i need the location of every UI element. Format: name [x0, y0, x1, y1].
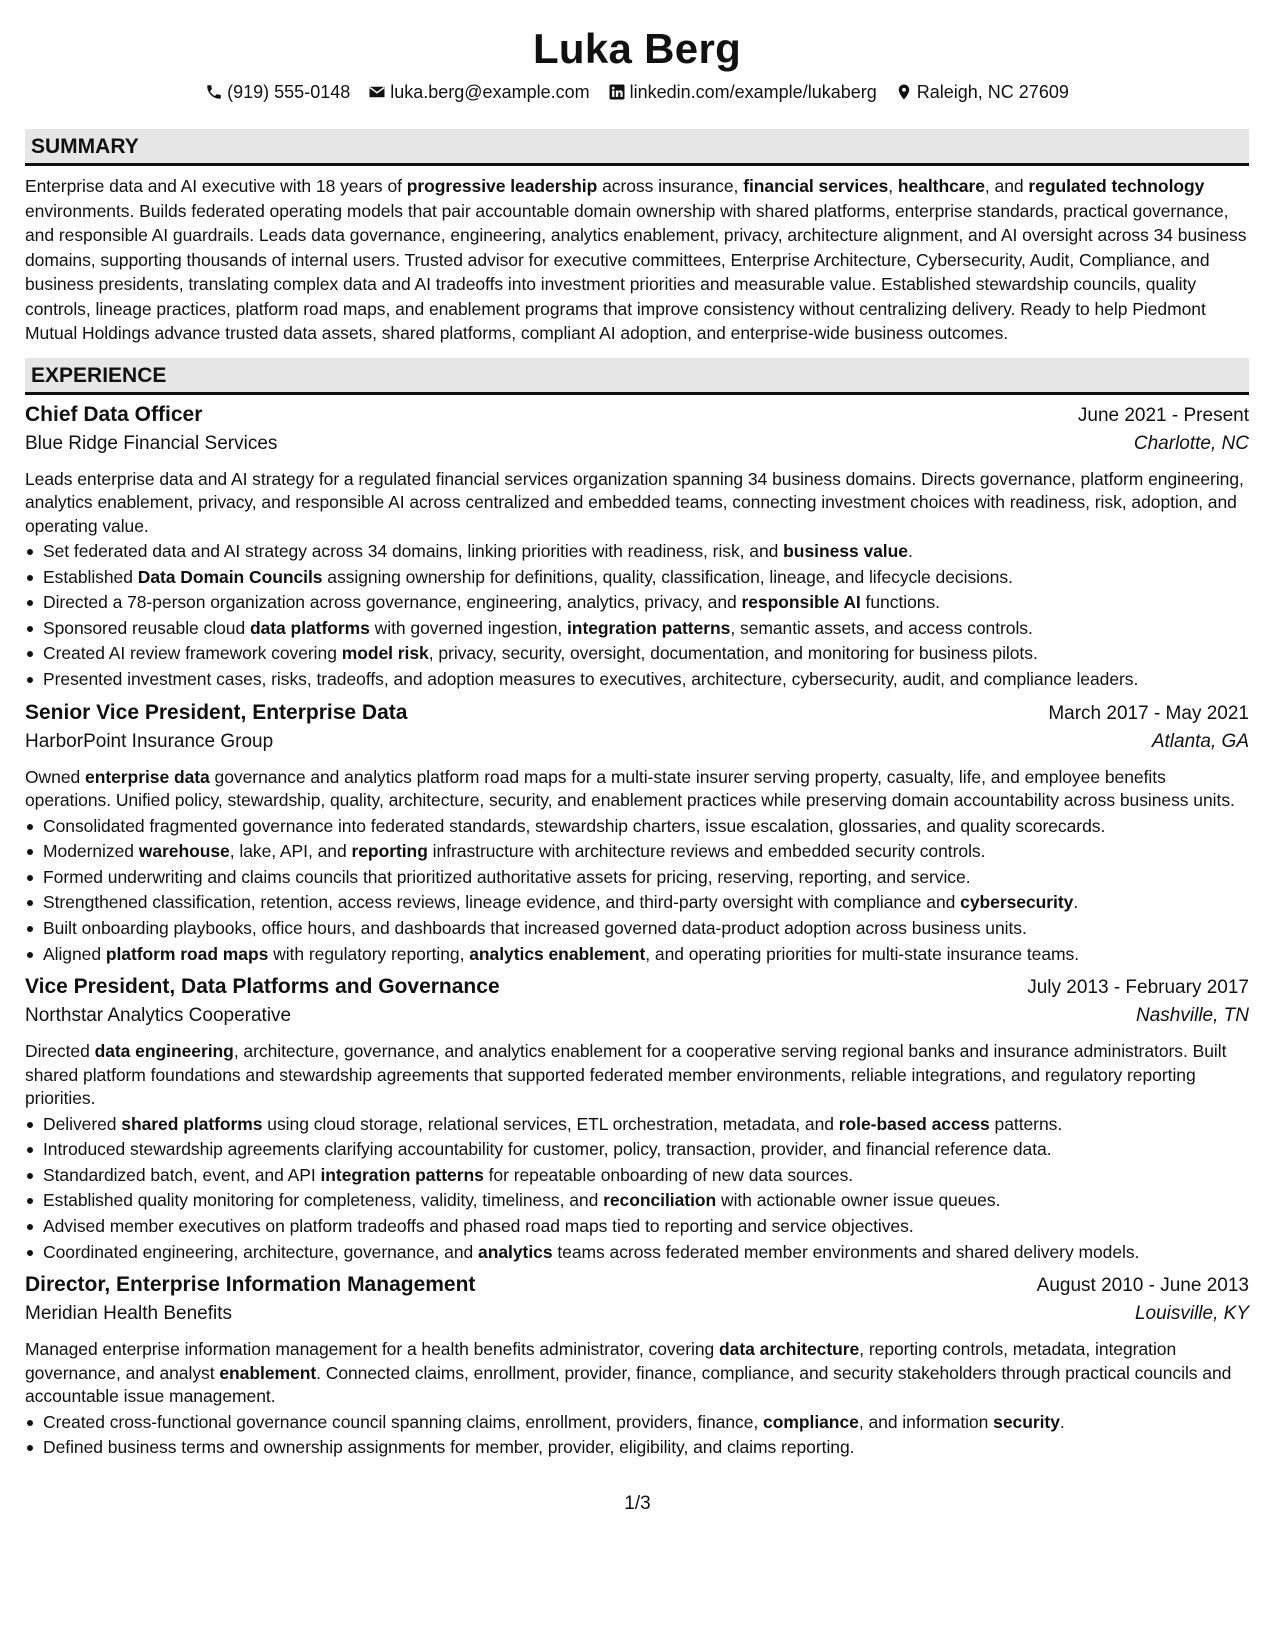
- summary-text: [25, 174, 1249, 346]
- body-text: , and: [984, 176, 1029, 196]
- body-text: governance and analytics platform road maps for a multi-state insurer serving property, casualty, life, and employee benefits operations. Unified policy, stewardship, quality, architecture, security, and enablement practices while preserving domain accountability across business units.: [25, 766, 1235, 811]
- emphasis-text: cybersecurity: [960, 892, 1074, 913]
- body-text: Built onboarding playbooks, office hours, and dashboards that increased governed data-product adoption across business units.: [43, 917, 1027, 938]
- job-location: Nashville, TN: [1136, 1005, 1249, 1027]
- emphasis-text: data architecture: [719, 1339, 860, 1360]
- emphasis-text: integration patterns: [320, 1164, 484, 1185]
- list-item: [25, 814, 1249, 840]
- body-text: teams across federated member environments and shared delivery models.: [552, 1241, 1140, 1262]
- list-item: [25, 1163, 1249, 1189]
- candidate-name: Luka Berg: [532, 25, 742, 72]
- body-text: .: [1059, 1411, 1065, 1432]
- job-dates: March 2017 - May 2021: [1048, 702, 1249, 724]
- body-text: for repeatable onboarding of new data sources.: [483, 1164, 854, 1185]
- list-item: [25, 865, 1249, 891]
- job-location: Charlotte, NC: [1133, 432, 1249, 454]
- list-item: [25, 590, 1249, 616]
- body-text: Aligned: [43, 943, 106, 964]
- body-text: . Connected claims, enrollment, provider, finance, compliance, and security stakeholders through practical councils and accountable issue management.: [25, 1362, 1232, 1407]
- resume-page: [25, 20, 1249, 1461]
- emphasis-text: model risk: [341, 643, 429, 664]
- body-text: , semantic assets, and access controls.: [730, 617, 1033, 638]
- list-item: [25, 916, 1249, 942]
- job-header: [25, 975, 1249, 1005]
- emphasis-text: analytics enablement: [469, 943, 646, 964]
- body-text: Formed underwriting and claims councils that prioritized authoritative assets for pricing, reserving, reporting, and service.: [43, 866, 971, 887]
- list-item: [25, 565, 1249, 591]
- body-text: Defined business terms and ownership assignments for member, provider, eligibility, and claims reporting.: [43, 1437, 855, 1458]
- body-text: , reporting controls, metadata, integration governance, and analyst: [25, 1339, 1177, 1383]
- job-company: Northstar Analytics Cooperative: [25, 1005, 292, 1027]
- job-header: [25, 1273, 1249, 1303]
- body-text: Leads enterprise data and AI strategy for a regulated financial services organization spanning 34 business domains. Directs governance, platform engineering, analytics enablement, privacy, and responsible AI across centralized and embedded teams, connecting investment choices with readiness, risk, adoption, and operating value.: [25, 468, 1244, 536]
- job-entry: [25, 1273, 1249, 1461]
- job-description: [25, 1040, 1249, 1111]
- emphasis-text: reporting: [351, 841, 428, 862]
- body-text: patterns.: [989, 1113, 1063, 1134]
- location-text: Raleigh, NC 27609: [916, 82, 1069, 102]
- job-company: HarborPoint Insurance Group: [25, 730, 274, 752]
- job-bullet-list: [25, 539, 1249, 693]
- job-title: Vice President, Data Platforms and Governance: [25, 975, 500, 999]
- job-bullet-list: [25, 1410, 1249, 1461]
- body-text: Set federated data and AI strategy across 34 domains, linking priorities with readiness, risk, and: [43, 541, 784, 561]
- body-text: Established: [43, 566, 138, 587]
- body-text: across insurance,: [597, 176, 744, 196]
- body-text: Delivered: [43, 1113, 122, 1134]
- emphasis-text: progressive leadership: [406, 176, 598, 196]
- body-text: , lake, API, and: [229, 841, 352, 862]
- job-location: Louisville, KY: [1134, 1303, 1249, 1325]
- job-company: Meridian Health Benefits: [25, 1303, 232, 1325]
- emphasis-text: platform road maps: [105, 943, 269, 964]
- emphasis-text: shared platforms: [121, 1113, 263, 1134]
- list-item: [25, 616, 1249, 642]
- list-item: [25, 641, 1249, 667]
- list-item: [25, 1435, 1249, 1461]
- body-text: Advised member executives on platform tradeoffs and phased road maps tied to reporting and service objectives.: [43, 1216, 914, 1236]
- email-text: luka.berg@example.com: [390, 82, 590, 102]
- emphasis-text: responsible AI: [741, 592, 861, 613]
- contact-email[interactable]: [368, 80, 589, 104]
- list-item: [25, 1112, 1249, 1138]
- job-entry: [25, 975, 1249, 1265]
- job-dates: July 2013 - February 2017: [1027, 977, 1249, 999]
- body-text: environments. Builds federated operating models that pair accountable domain ownership with shared platforms, enterprise standards, practical governance, and responsible AI guardrails. Leads data governance, engineering, analytics enablement, privacy, architecture alignment, and AI oversight across 34 business domains, supporting thousands of internal users. Trusted advisor for executive committees, Enterprise Architecture, Cybersecurity, Audit, Compliance, and business presidents, translating complex data and AI tradeoffs into investment priorities and measurable value. Established stewardship councils, quality controls, lineage practices, platform road maps, and enablement programs that improve consistency without centralizing delivery. Ready to help Piedmont Mutual Holdings advance trusted data assets, shared platforms, compliant AI adoption, and enterprise-wide business outcomes.: [25, 200, 1247, 343]
- job-subheader: [25, 1303, 1249, 1333]
- summary-heading: SUMMARY: [25, 129, 1249, 166]
- envelope-icon: [368, 83, 386, 101]
- body-text: .: [1073, 892, 1079, 913]
- linkedin-icon: [608, 83, 626, 101]
- emphasis-text: Data Domain Councils: [137, 566, 323, 587]
- body-text: with actionable owner issue queues.: [716, 1190, 1001, 1211]
- experience-heading: EXPERIENCE: [25, 358, 1249, 395]
- job-subheader: [25, 433, 1249, 463]
- contact-linkedin[interactable]: [608, 80, 877, 104]
- list-item: [25, 890, 1249, 916]
- job-title: Senior Vice President, Enterprise Data: [25, 700, 408, 724]
- list-item: [25, 667, 1249, 693]
- body-text: with governed ingestion,: [369, 617, 567, 638]
- phone-text: (919) 555-0148: [227, 82, 351, 102]
- list-item: [25, 1410, 1249, 1436]
- emphasis-text: business value: [783, 541, 908, 561]
- emphasis-text: security: [993, 1411, 1060, 1432]
- body-text: Enterprise data and AI executive with 18 years of: [25, 176, 407, 196]
- body-text: infrastructure with architecture reviews and embedded security controls.: [427, 841, 986, 862]
- body-text: Directed: [25, 1041, 95, 1062]
- job-description: [25, 468, 1249, 539]
- body-text: Established quality monitoring for completeness, validity, timeliness, and: [43, 1190, 604, 1211]
- job-subheader: [25, 731, 1249, 761]
- job-location: Atlanta, GA: [1151, 730, 1249, 752]
- job-title: Chief Data Officer: [25, 402, 203, 426]
- body-text: Managed enterprise information management for a health benefits administrator, covering: [25, 1339, 720, 1360]
- body-text: , and operating priorities for multi-state insurance teams.: [645, 943, 1080, 964]
- job-dates: August 2010 - June 2013: [1036, 1275, 1249, 1297]
- body-text: Coordinated engineering, architecture, governance, and: [43, 1241, 479, 1262]
- contact-bar: [25, 80, 1249, 104]
- job-description: [25, 1338, 1249, 1409]
- list-item: [25, 1240, 1249, 1266]
- list-item: [25, 1137, 1249, 1163]
- body-text: Consolidated fragmented governance into federated standards, stewardship charters, issue escalation, glossaries, and quality scorecards.: [43, 815, 1106, 836]
- body-text: Strengthened classification, retention, access reviews, lineage evidence, and third-party oversight with compliance and: [43, 892, 961, 913]
- body-text: Modernized: [43, 841, 139, 862]
- emphasis-text: enterprise data: [85, 766, 210, 787]
- body-text: Presented investment cases, risks, tradeoffs, and adoption measures to executives, architecture, cybersecurity, audit, and compliance leaders.: [43, 668, 1139, 689]
- job-title: Director, Enterprise Information Management: [25, 1273, 476, 1297]
- linkedin-text: linkedin.com/example/lukaberg: [629, 82, 877, 102]
- list-item: [25, 1188, 1249, 1214]
- body-text: .: [907, 541, 913, 561]
- body-text: functions.: [860, 592, 940, 613]
- body-text: Directed a 78-person organization across governance, engineering, analytics, privacy, and: [43, 592, 742, 613]
- body-text: Sponsored reusable cloud: [43, 617, 250, 638]
- emphasis-text: enablement: [219, 1362, 317, 1383]
- contact-location: [895, 80, 1069, 104]
- emphasis-text: data platforms: [249, 617, 370, 638]
- job-bullet-list: [25, 814, 1249, 968]
- body-text: Created AI review framework covering: [43, 643, 342, 664]
- emphasis-text: role-based access: [838, 1113, 990, 1134]
- emphasis-text: data engineering: [94, 1041, 234, 1062]
- body-text: using cloud storage, relational services, ETL orchestration, metadata, and: [262, 1113, 839, 1134]
- body-text: Owned: [25, 766, 86, 787]
- map-marker-icon: [895, 83, 913, 101]
- job-company: Blue Ridge Financial Services: [25, 432, 278, 454]
- emphasis-text: financial services: [743, 176, 889, 196]
- emphasis-text: warehouse: [138, 841, 230, 862]
- experience-list: [25, 403, 1249, 1461]
- job-header: [25, 701, 1249, 731]
- page-number: 1/3: [624, 1493, 651, 1514]
- emphasis-text: regulated technology: [1028, 176, 1205, 196]
- list-item: [25, 1214, 1249, 1240]
- body-text: , and information: [858, 1411, 994, 1432]
- list-item: [25, 839, 1249, 865]
- emphasis-text: analytics: [478, 1241, 553, 1262]
- body-text: assigning ownership for definitions, quality, classification, lineage, and lifecycle decisions.: [322, 566, 1013, 587]
- list-item: [25, 539, 1249, 565]
- body-text: Introduced stewardship agreements clarifying accountability for customer, policy, transaction, provider, and financial reference data.: [43, 1139, 1052, 1160]
- job-description: [25, 766, 1249, 813]
- job-entry: [25, 403, 1249, 693]
- body-text: with regulatory reporting,: [268, 943, 470, 964]
- job-header: [25, 403, 1249, 433]
- emphasis-text: integration patterns: [567, 617, 731, 638]
- body-text: , architecture, governance, and analytics enablement for a cooperative serving regional banks and insurance administrators. Built shared platform foundations and stewardship agreements that supported federated member environments, reliable integrations, and regulatory reporting priorities.: [25, 1041, 1227, 1109]
- contact-phone[interactable]: [205, 80, 350, 104]
- body-text: Created cross-functional governance council spanning claims, enrollment, providers, finance,: [43, 1411, 764, 1432]
- job-dates: June 2021 - Present: [1077, 404, 1249, 426]
- phone-icon: [205, 83, 223, 101]
- body-text: , privacy, security, oversight, documentation, and monitoring for business pilots.: [428, 643, 1038, 664]
- job-bullet-list: [25, 1112, 1249, 1266]
- body-text: ,: [888, 176, 898, 196]
- job-entry: [25, 701, 1249, 968]
- list-item: [25, 942, 1249, 968]
- emphasis-text: reconciliation: [603, 1190, 717, 1211]
- body-text: Standardized batch, event, and API: [43, 1164, 321, 1185]
- emphasis-text: compliance: [763, 1411, 859, 1432]
- emphasis-text: healthcare: [897, 176, 985, 196]
- job-subheader: [25, 1005, 1249, 1035]
